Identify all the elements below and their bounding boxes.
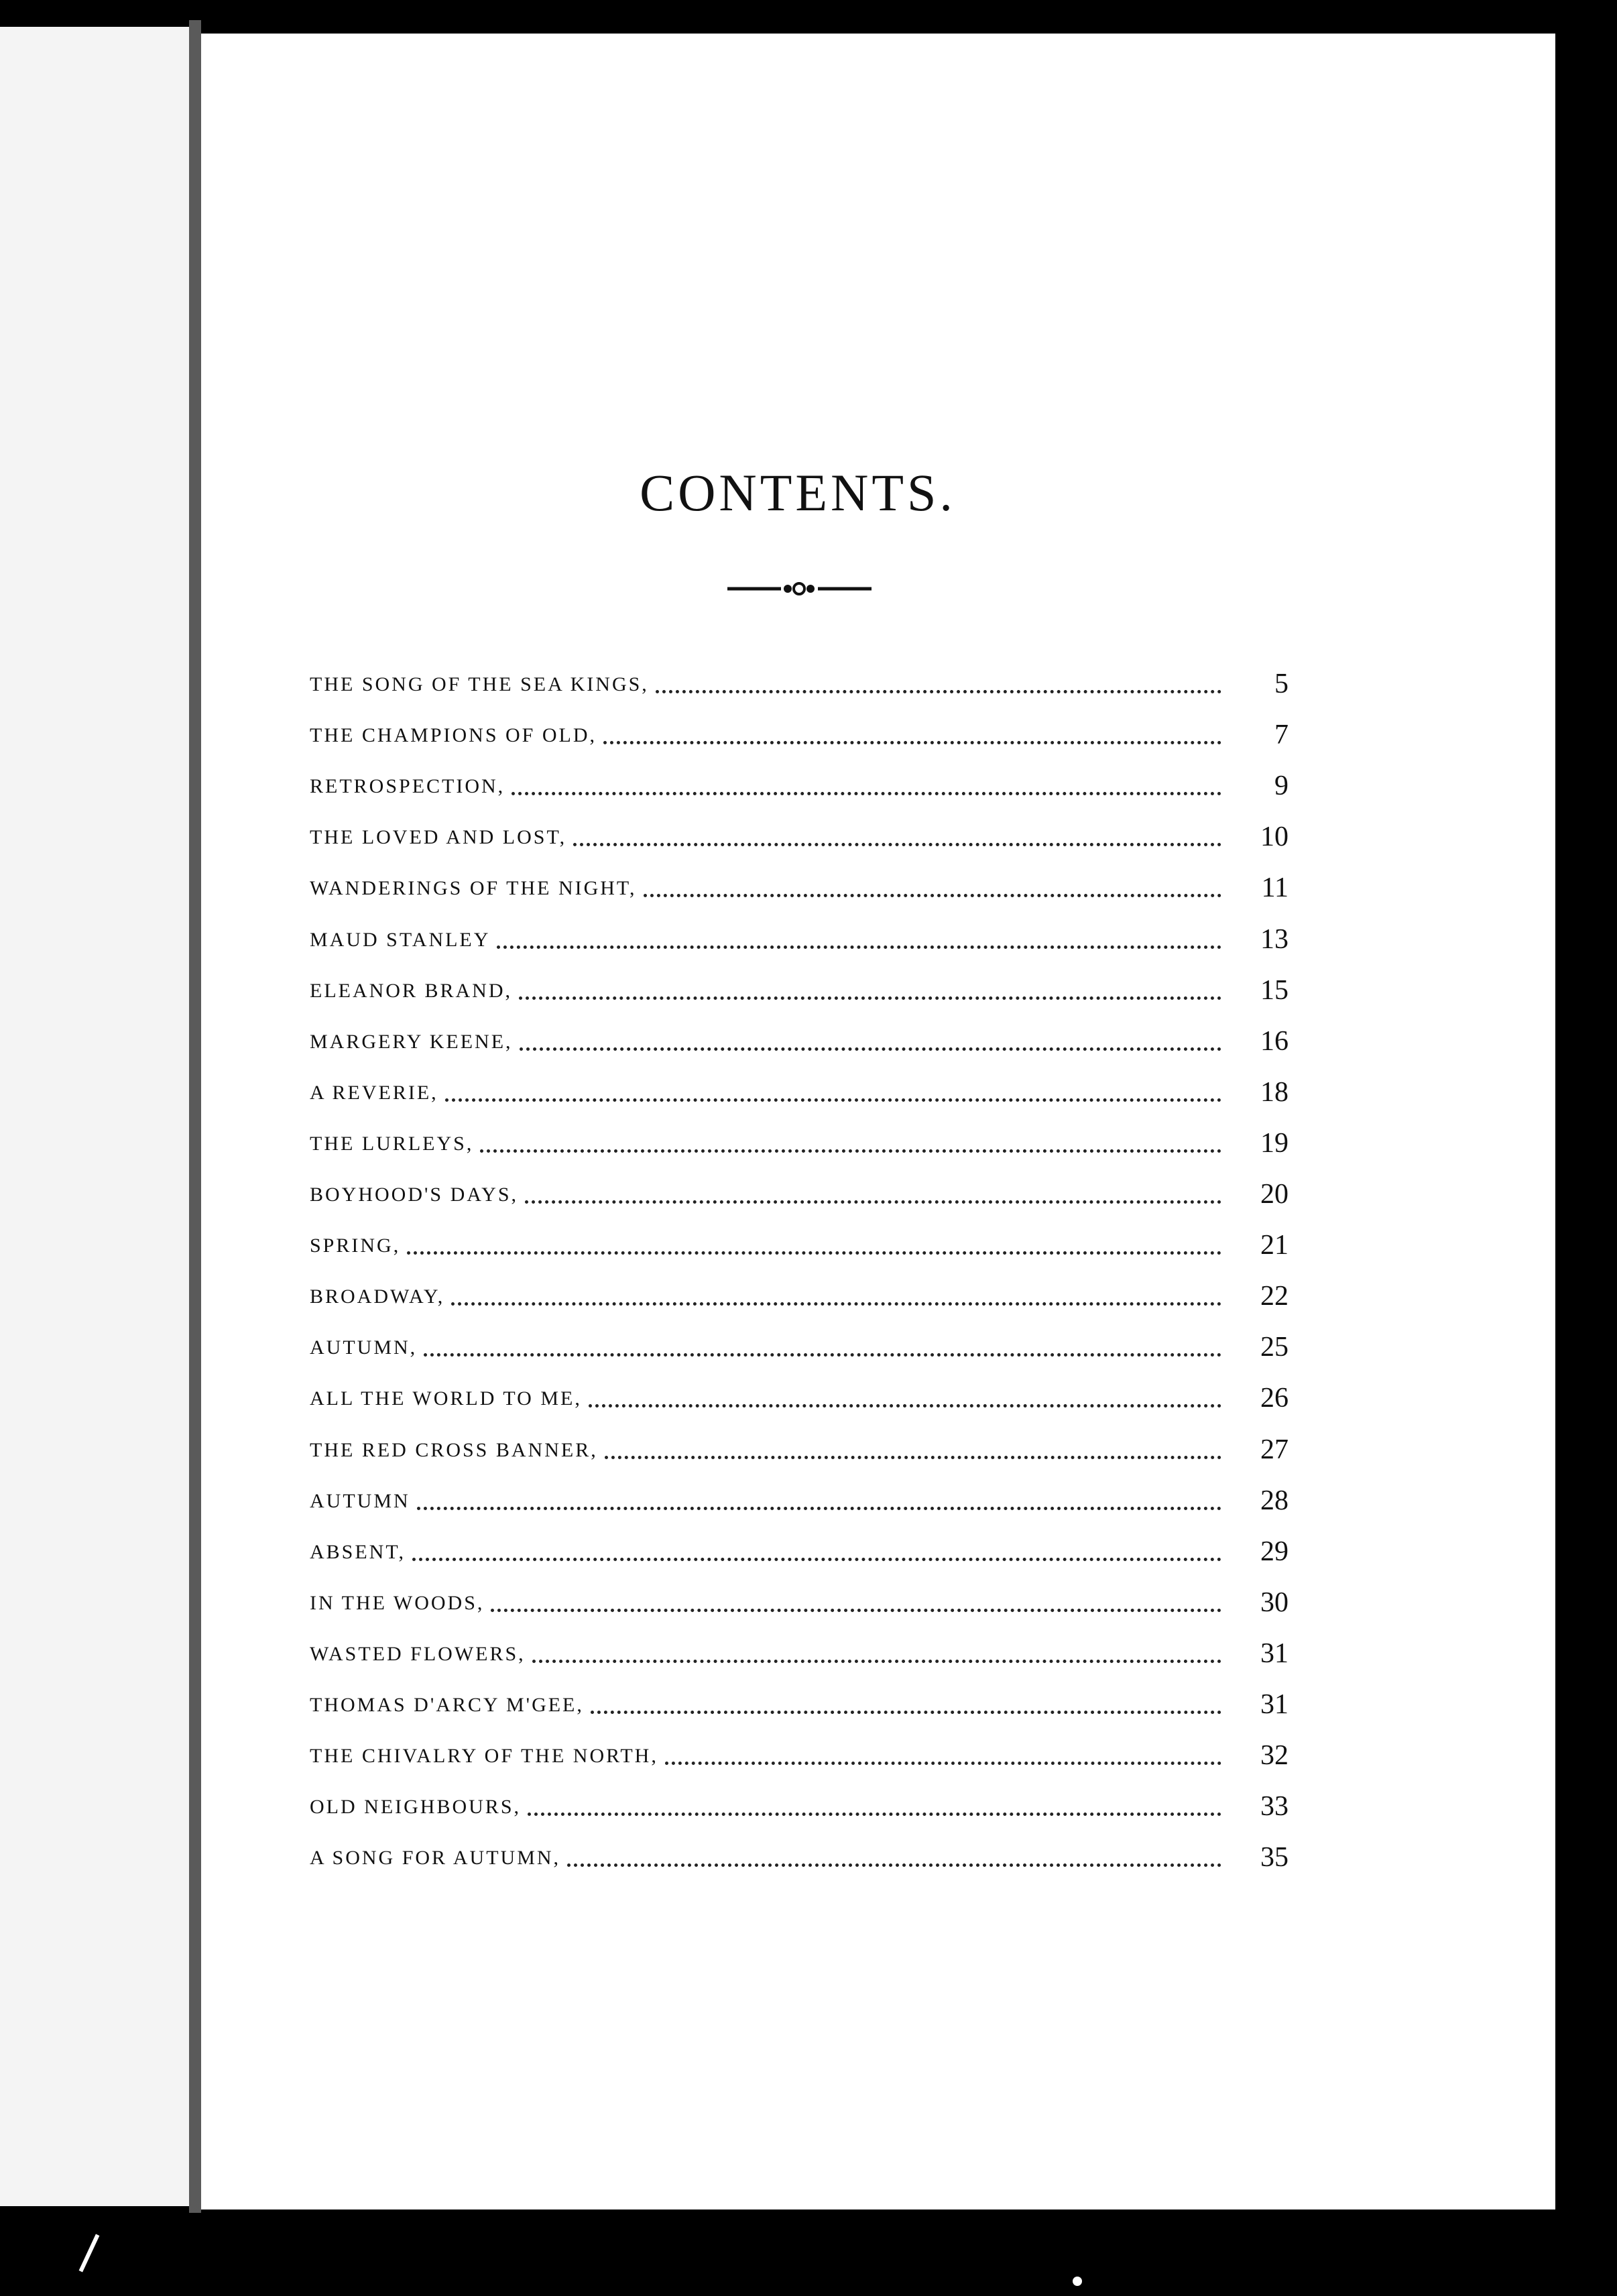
toc-entry: [310, 1576, 1289, 1627]
contents-heading: CONTENTS.: [640, 463, 956, 522]
toc-entry: [310, 1167, 1289, 1218]
toc-leader-dots: [520, 1047, 1221, 1051]
toc-entry-page: 20: [1260, 1179, 1289, 1210]
toc-entry: [310, 1729, 1289, 1780]
toc-entry-page: 11: [1261, 872, 1289, 904]
toc-entry: [310, 1627, 1289, 1678]
toc-entry-page: 33: [1260, 1791, 1289, 1823]
toc-entry-page: 15: [1260, 974, 1289, 1006]
toc-entry-title: WANDERINGS OF THE NIGHT,: [310, 877, 637, 900]
toc-leader-dots: [512, 792, 1221, 795]
toc-entry-page: 31: [1260, 1688, 1289, 1720]
toc-entry-title: AUTUMN,: [310, 1336, 418, 1359]
toc-entry: [310, 1320, 1289, 1371]
toc-entry-title: AUTUMN: [310, 1489, 410, 1512]
toc-leader-dots: [605, 1456, 1221, 1459]
toc-entry-title: THE CHAMPIONS OF OLD,: [310, 724, 597, 747]
toc-entry-title: A REVERIE,: [310, 1081, 438, 1104]
toc-leader-dots: [528, 1813, 1221, 1816]
toc-leader-dots: [445, 1098, 1221, 1102]
toc-leader-dots: [480, 1149, 1221, 1153]
toc-entry: [310, 1269, 1289, 1320]
toc-entry: [310, 912, 1289, 963]
toc-entry-title: THOMAS D'ARCY M'GEE,: [310, 1693, 584, 1716]
toc-entry-title: THE LURLEYS,: [310, 1132, 474, 1155]
toc-leader-dots: [532, 1660, 1221, 1663]
toc-entry-page: 27: [1260, 1434, 1289, 1465]
toc-entry-page: 21: [1260, 1230, 1289, 1261]
toc-entry: [310, 1525, 1289, 1576]
toc-entry: [310, 1015, 1289, 1066]
toc-leader-dots: [519, 996, 1221, 1000]
toc-entry-page: 26: [1260, 1383, 1289, 1414]
toc-entry: [310, 759, 1289, 810]
toc-entry-page: 30: [1260, 1587, 1289, 1618]
toc-leader-dots: [567, 1863, 1221, 1867]
facing-page-edge: [0, 27, 189, 2206]
toc-entry-page: 5: [1274, 669, 1289, 700]
toc-leader-dots: [424, 1353, 1221, 1357]
toc-leader-dots: [451, 1302, 1221, 1306]
toc-entry-title: BOYHOOD'S DAYS,: [310, 1184, 519, 1206]
toc-entry-title: ELEANOR BRAND,: [310, 979, 512, 1002]
toc-entry: [310, 1678, 1289, 1729]
toc-entry-page: 25: [1260, 1332, 1289, 1363]
toc-entry-page: 31: [1260, 1638, 1289, 1669]
toc-leader-dots: [644, 894, 1221, 897]
table-of-contents: [310, 657, 1289, 1882]
toc-entry-page: 16: [1260, 1025, 1289, 1057]
toc-entry: [310, 1422, 1289, 1473]
toc-entry-title: SPRING,: [310, 1235, 401, 1257]
toc-leader-dots: [412, 1558, 1221, 1561]
toc-entry-page: 32: [1260, 1740, 1289, 1772]
scan-speck: [79, 2234, 100, 2273]
toc-entry-page: 13: [1260, 923, 1289, 955]
toc-leader-dots: [589, 1404, 1221, 1408]
toc-entry-page: 19: [1260, 1127, 1289, 1159]
toc-entry: [310, 1371, 1289, 1422]
toc-entry: [310, 1116, 1289, 1167]
toc-leader-dots: [591, 1711, 1221, 1714]
toc-entry-page: 22: [1260, 1281, 1289, 1312]
toc-entry-title: ABSENT,: [310, 1540, 406, 1563]
toc-entry-page: 7: [1274, 720, 1289, 751]
toc-entry-title: THE LOVED AND LOST,: [310, 826, 567, 849]
toc-entry-title: ALL THE WORLD TO ME,: [310, 1387, 582, 1410]
toc-entry-title: OLD NEIGHBOURS,: [310, 1796, 521, 1819]
toc-entry: [310, 1218, 1289, 1269]
toc-entry-page: 35: [1260, 1842, 1289, 1874]
toc-entry-title: MAUD STANLEY: [310, 928, 491, 951]
toc-entry-title: THE SONG OF THE SEA KINGS,: [310, 673, 649, 696]
toc-leader-dots: [603, 741, 1221, 744]
toc-leader-dots: [407, 1251, 1221, 1255]
ornament-divider: [727, 577, 872, 601]
toc-entry-title: THE CHIVALRY OF THE NORTH,: [310, 1745, 658, 1768]
toc-entry-title: THE RED CROSS BANNER,: [310, 1438, 598, 1461]
toc-leader-dots: [497, 945, 1221, 949]
toc-leader-dots: [525, 1200, 1221, 1204]
toc-entry: [310, 708, 1289, 759]
toc-entry-title: RETROSPECTION,: [310, 775, 505, 798]
toc-entry: [310, 810, 1289, 861]
toc-entry: [310, 1831, 1289, 1882]
toc-entry: [310, 1066, 1289, 1116]
toc-entry-title: IN THE WOODS,: [310, 1591, 485, 1614]
toc-entry: [310, 1474, 1289, 1525]
scan-speck: [1073, 2277, 1082, 2286]
toc-entry: [310, 964, 1289, 1015]
toc-entry: [310, 1780, 1289, 1831]
toc-entry: [310, 657, 1289, 708]
toc-entry-title: A SONG FOR AUTUMN,: [310, 1847, 561, 1870]
toc-entry-page: 9: [1274, 770, 1289, 802]
toc-leader-dots: [665, 1762, 1221, 1765]
toc-entry-title: MARGERY KEENE,: [310, 1030, 513, 1053]
toc-entry: [310, 861, 1289, 912]
toc-leader-dots: [417, 1507, 1221, 1510]
toc-entry-page: 28: [1260, 1485, 1289, 1516]
toc-entry-page: 29: [1260, 1536, 1289, 1567]
toc-leader-dots: [656, 690, 1221, 693]
toc-entry-title: BROADWAY,: [310, 1285, 445, 1308]
toc-leader-dots: [491, 1609, 1221, 1612]
toc-leader-dots: [573, 843, 1221, 846]
toc-entry-title: WASTED FLOWERS,: [310, 1642, 526, 1665]
toc-entry-page: 10: [1260, 821, 1289, 853]
book-spine: [189, 20, 201, 2213]
toc-entry-page: 18: [1260, 1076, 1289, 1108]
